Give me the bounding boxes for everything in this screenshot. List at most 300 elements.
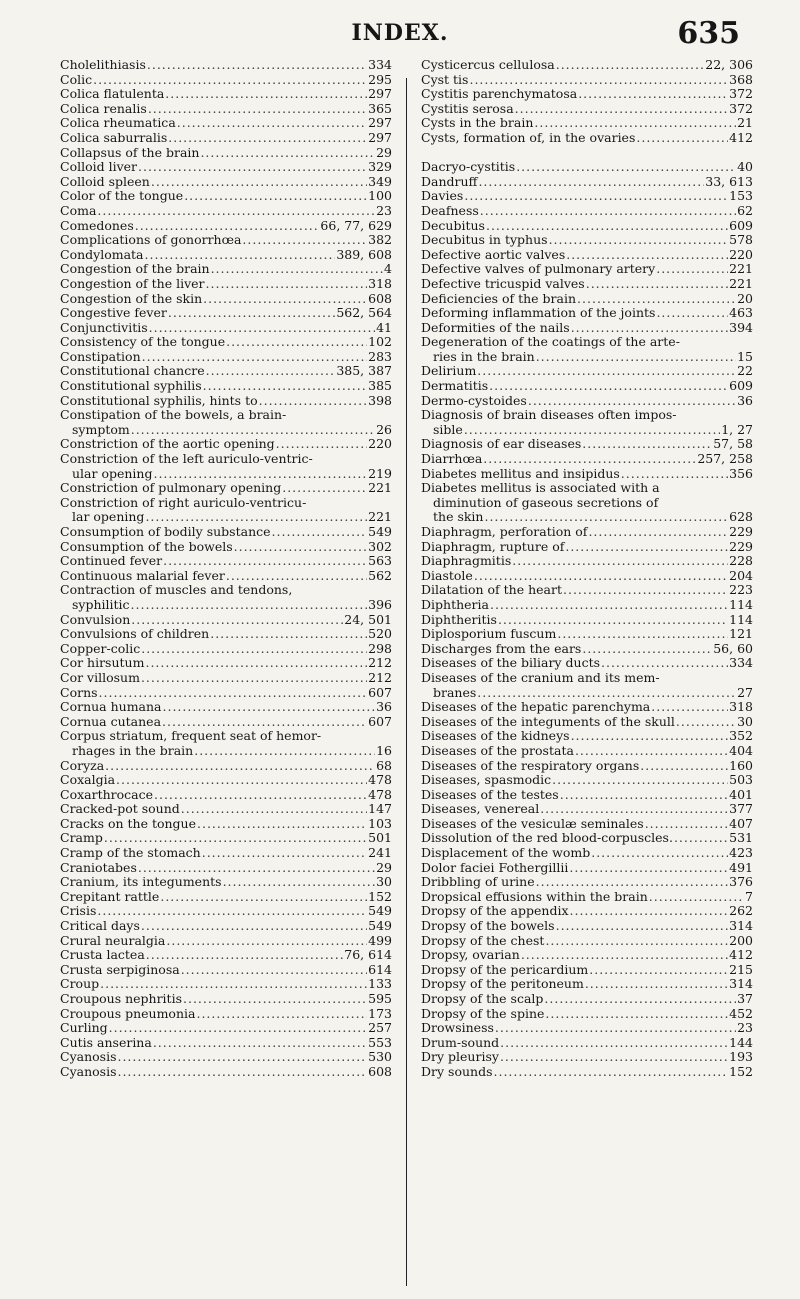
entry-pages: 204 [729,567,753,583]
leader-dots [145,510,367,525]
index-entry [60,189,392,204]
entry-term-line: Constriction of the left auriculo-ventric- [60,451,313,467]
index-entry [421,992,753,1007]
leader-dots [181,802,367,817]
leader-dots [469,73,728,88]
entry-term: Consumption of bodily substance [60,524,271,539]
leader-dots [560,788,728,803]
entry-pages: 36 [376,699,392,715]
entry-pages: 365 [368,100,392,116]
index-entry [421,861,753,876]
entry-pages: 66, 77, 629 [320,217,392,233]
leader-dots [141,671,367,686]
entry-pages: 412 [729,947,753,963]
entry-pages: 614 [368,961,392,977]
entry-pages: 549 [368,918,392,934]
index-entry [60,1050,392,1065]
leader-dots [591,846,728,861]
entry-term: Croupous pneumonia [60,1005,196,1021]
entry-pages: 385 [368,378,392,394]
entry-pages: 549 [368,524,392,539]
index-entry [60,919,392,934]
leader-dots [138,861,375,876]
index-entry [421,802,753,817]
index-entry [60,350,392,365]
leader-dots [145,248,336,263]
entry-term: Diaphragmitis [421,553,512,569]
index-entry [60,467,392,482]
index-entry-group [60,583,392,612]
entry-pages: 7 [745,888,753,904]
index-entry [421,306,753,321]
index-entry [60,773,392,788]
entry-term: Dacryo-cystitis [421,159,516,175]
leader-dots [99,686,368,701]
index-entry [421,656,753,671]
entry-term: Cysts, formation of, in the ovaries [421,129,636,145]
entry-pages: 530 [368,1049,392,1065]
entry-pages: 153 [729,188,753,204]
index-entry [421,686,753,701]
index-entry [60,160,392,175]
index-entry [421,817,753,832]
index-entry [60,686,392,701]
leader-dots [163,700,376,715]
entry-term: Drowsiness [421,1020,494,1036]
entry-term: Craniotabes [60,859,137,875]
entry-term: Constitutional syphilis [60,378,202,394]
entry-pages: 376 [729,874,753,890]
entry-term: Constriction of the aortic opening [60,436,275,452]
entry-term: Dry pleurisy [421,1049,499,1065]
index-entry [421,627,753,642]
entry-pages: 297 [368,129,392,145]
leader-dots [534,116,736,131]
leader-dots [528,394,736,409]
entry-pages: 76, 614 [344,947,392,963]
leader-dots [649,890,744,905]
entry-term: Complications of gonorrhœa [60,232,242,248]
index-entry [60,437,392,452]
leader-dots [131,423,375,438]
leader-dots [226,569,367,584]
index-entry [60,890,392,905]
leader-dots [154,788,367,803]
index-entry [60,292,392,307]
entry-term: Crusta lactea [60,947,145,963]
index-entry [421,204,753,219]
entry-term: Cystitis serosa [421,100,514,116]
leader-dots [196,1007,367,1022]
leader-dots [585,977,728,992]
index-entry [60,525,392,540]
entry-pages: 147 [368,801,392,817]
entry-term: Dropsy of the pericardium [421,961,589,977]
entry-pages: 302 [368,538,392,554]
entry-term: Dropsy, ovarian [421,947,520,963]
entry-pages: 24, 501 [344,611,392,627]
index-entry [421,364,753,379]
index-entry [60,831,392,846]
leader-dots [151,175,367,190]
index-entry [421,642,753,657]
entry-term: Defective valves of pulmonary artery [421,261,656,277]
entry-pages: 23 [376,202,392,218]
entry-term: Dribbling of urine [421,874,535,890]
leader-dots [93,73,367,88]
entry-pages: 221 [729,261,753,277]
index-entry [421,540,753,555]
entry-term: Constriction of pulmonary opening [60,480,282,496]
entry-pages: 478 [368,772,392,788]
entry-term: Dermatitis [421,378,489,394]
leader-dots [163,554,367,569]
entry-term: Dropsy of the scalp [421,991,544,1006]
index-entry [421,613,753,628]
entry-term: Coma [60,202,97,218]
entry-pages: 29 [376,859,392,875]
entry-term: Croupous nephritis [60,991,182,1006]
entry-pages: 563 [368,553,392,569]
index-entry [421,1050,753,1065]
entry-pages: 37 [737,991,753,1006]
entry-term: Dropsy of the bowels [421,918,555,934]
index-entry [421,219,753,234]
entry-pages: 229 [729,538,753,554]
entry-pages: 396 [368,596,392,612]
index-entry [60,1065,392,1080]
leader-dots [135,219,320,234]
entry-term: Cyanosis [60,1049,117,1065]
entry-term: symptom [72,421,130,437]
entry-term-line: Constipation of the bowels, a brain- [60,407,287,423]
index-entry [421,437,753,452]
entry-term: Dry sounds [421,1063,493,1079]
entry-pages: 100 [368,188,392,204]
entry-term: the skin [433,509,484,525]
entry-term: syphilitic [72,596,130,612]
leader-dots [160,890,367,905]
entry-pages: 297 [368,115,392,131]
index-entry [421,831,753,846]
entry-pages: 608 [368,1063,392,1079]
entry-pages: 262 [729,903,753,919]
entry-pages: 607 [368,684,392,700]
entry-pages: 193 [729,1049,753,1065]
leader-dots [116,773,367,788]
entry-term: ries in the brain [433,348,535,364]
entry-term: Color of the tongue [60,188,184,204]
entry-pages: 553 [368,1034,392,1050]
entry-term: Colica saburralis [60,129,168,145]
entry-pages: 26 [376,421,392,437]
leader-dots [556,919,729,934]
leader-dots [259,394,368,409]
leader-dots [200,146,375,161]
leader-dots [464,189,728,204]
entry-pages: 609 [729,217,753,233]
leader-dots [477,686,736,701]
index-entry [421,292,753,307]
entry-pages: 114 [729,596,753,612]
leader-dots [203,379,368,394]
entry-term: Dilatation of the heart [421,582,562,598]
entry-pages: 372 [729,86,753,102]
entry-pages: 57, 58 [713,436,753,452]
leader-dots [166,934,367,949]
entry-term: Cystitis parenchymatosa [421,86,578,102]
index-entry [421,525,753,540]
entry-term: Dandruff [421,173,478,189]
entry-term: Diseases of the respiratory organs [421,757,640,773]
entry-term: Continued fever [60,553,163,569]
index-entry [60,788,392,803]
leader-dots [582,642,712,657]
entry-pages: 40 [737,159,753,175]
entry-pages: 297 [368,86,392,102]
index-entry [60,321,392,336]
entry-term: Crisis [60,903,97,919]
index-entry [421,700,753,715]
index-entry [421,175,753,190]
entry-term: Diaphragm, rupture of [421,538,565,554]
entry-term: Diaphragm, perforation of [421,524,588,539]
index-entry [60,379,392,394]
entry-pages: 295 [368,71,392,87]
page-header [54,16,746,51]
entry-pages: 329 [368,159,392,175]
index-entry [421,510,753,525]
index-entry [60,642,392,657]
leader-dots [645,817,728,832]
entry-term: Diseases of the hepatic parenchyma [421,699,651,715]
entry-pages: 221 [368,509,392,525]
entry-pages: 68 [376,757,392,773]
entry-term: Congestion of the skin [60,290,203,306]
entry-term: Constipation [60,348,141,364]
entry-term: Colica renalis [60,100,147,116]
entry-pages: 334 [729,655,753,671]
entry-pages: 412 [729,129,753,145]
index-entry [60,671,392,686]
leader-dots [480,204,736,219]
index-entry [421,934,753,949]
entry-term: Diseases of the prostata [421,742,574,758]
entry-pages: 27 [737,684,753,700]
leader-dots [153,467,367,482]
entry-term-line: Diabetes mellitus is associated with a [421,480,660,496]
index-entry [421,87,753,102]
index-entry [60,131,392,146]
entry-term: Deformities of the nails [421,319,570,335]
index-entry [60,306,392,321]
entry-pages: 501 [368,830,392,846]
entry-term: Cracked-pot sound [60,801,180,817]
entry-term: branes [433,684,477,700]
entry-term: Drum-sound [421,1034,500,1050]
leader-dots [498,613,728,628]
entry-term: Diplosporium fuscum [421,626,557,642]
entry-term: Defective aortic valves [421,246,566,262]
index-entry [421,875,753,890]
index-entry [421,233,753,248]
entry-pages: 452 [729,1005,753,1021]
entry-pages: 22, 306 [705,57,753,72]
leader-dots [97,204,375,219]
entry-pages: 257 [368,1020,392,1036]
entry-pages: 33, 613 [705,173,753,189]
entry-pages: 372 [729,100,753,116]
entry-term: Colica rheumatica [60,115,176,131]
leader-dots [165,87,367,102]
entry-term: Croup [60,976,100,992]
leader-dots [168,131,367,146]
entry-pages: 221 [729,275,753,291]
leader-dots [589,963,728,978]
entry-pages: 503 [729,772,753,788]
leader-dots [202,846,367,861]
leader-dots [636,131,728,146]
leader-dots [575,744,728,759]
leader-dots [549,233,729,248]
index-entry [60,102,392,117]
entry-term: Dissolution of the red blood-corpuscles. [421,830,673,846]
entry-term: Diastole [421,567,473,583]
index-entry [421,890,753,905]
entry-pages: 608 [368,290,392,306]
leader-dots [536,350,736,365]
entry-term: Conjunctivitis [60,319,148,335]
entry-pages: 398 [368,392,392,408]
index-entry [421,248,753,263]
entry-pages: 144 [729,1034,753,1050]
leader-dots [206,364,336,379]
entry-term: Colic [60,71,93,87]
entry-pages: 219 [368,465,392,481]
leader-dots [149,321,375,336]
entry-term: Dermo-cystoides [421,392,527,408]
entry-term: Convulsion [60,611,131,627]
leader-dots [477,364,736,379]
leader-dots [544,992,736,1007]
index-entry [60,219,392,234]
entry-pages: 220 [368,436,392,452]
entry-term: Cyst tis [421,71,469,87]
leader-dots [515,102,728,117]
leader-dots [142,350,368,365]
page-title: INDEX. [351,20,449,46]
leader-dots [206,277,368,292]
entry-pages: 352 [729,728,753,744]
leader-dots [490,598,728,613]
index-entry-group [421,481,753,525]
entry-pages: 389, 608 [336,246,392,262]
page-number: 635 [677,16,740,51]
leader-dots [282,481,367,496]
leader-dots [141,642,367,657]
entry-term: Coxalgia [60,772,116,788]
entry-term: Dropsy of the appendix [421,903,569,919]
entry-pages: 23 [737,1020,753,1036]
index-entry [60,73,392,88]
leader-dots [489,379,728,394]
leader-dots [183,992,367,1007]
index-entry [60,963,392,978]
leader-dots [500,1036,728,1051]
leader-dots [540,802,728,817]
entry-term: Deafness [421,202,479,218]
entry-term: Copper-colic [60,640,141,656]
entry-term: Diseases of the testes [421,786,559,802]
entry-term: Dolor faciei Fothergillii [421,859,569,875]
entry-pages: 334 [368,57,392,72]
leader-dots [676,715,736,730]
leader-dots [571,729,729,744]
leader-dots [512,554,728,569]
entry-term: Convulsions of children [60,626,210,642]
leader-dots [194,744,375,759]
leader-dots [242,233,367,248]
leader-dots [545,934,728,949]
index-entry [60,934,392,949]
entry-pages: 609 [729,378,753,394]
index-entry [421,1021,753,1036]
entry-pages: 200 [729,932,753,948]
entry-term: Cysts in the brain [421,115,534,131]
index-entry-group [60,452,392,481]
leader-dots [147,58,367,73]
index-entry [60,817,392,832]
leader-dots [211,262,383,277]
entry-term: Cor villosum [60,669,140,685]
index-entry [421,744,753,759]
entry-term: Diseases of the kidneys [421,728,570,744]
entry-pages: 520 [368,626,392,642]
index-entry [60,948,392,963]
index-entry [421,1036,753,1051]
leader-dots [162,715,367,730]
leader-dots [184,189,367,204]
entry-term: Cyanosis [60,1063,117,1079]
entry-term-line: Corpus striatum, frequent seat of hemor- [60,728,322,744]
entry-pages: 562 [368,567,392,583]
index-entry [60,875,392,890]
entry-pages: 114 [729,611,753,627]
leader-dots [226,335,367,350]
index-column-right [407,58,753,1288]
leader-dots [105,759,375,774]
leader-dots [556,58,705,73]
leader-dots [569,861,728,876]
index-entry [60,116,392,131]
entry-term: Congestion of the liver [60,275,205,291]
entry-term: Diphtheria [421,596,489,612]
index-columns [60,58,754,1288]
leader-dots [153,1036,367,1051]
leader-dots [234,540,368,555]
entry-term: Congestion of the brain [60,261,210,277]
leader-dots [148,102,367,117]
index-entry [60,175,392,190]
entry-term: Colloid spleen [60,173,150,189]
index-entry [421,788,753,803]
entry-term: Decubitus in typhus [421,232,548,248]
leader-dots [570,904,729,919]
entry-term: Diseases, spasmodic [421,772,552,788]
entry-pages: 318 [368,275,392,291]
index-entry [60,277,392,292]
entry-pages: 531 [729,830,753,846]
